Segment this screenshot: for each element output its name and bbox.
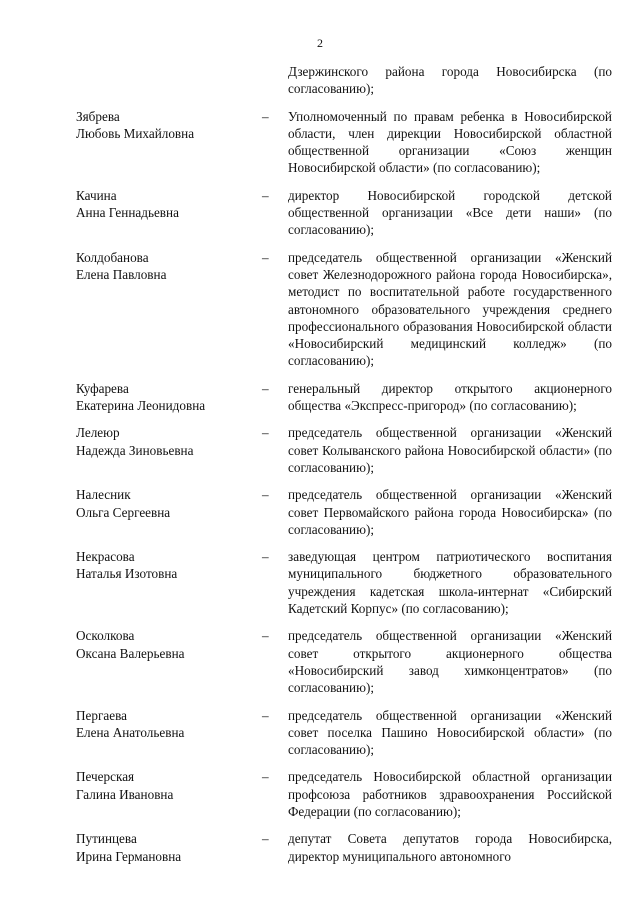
member-surname: Некрасова — [76, 549, 135, 565]
member-surname: Осколкова — [76, 628, 135, 644]
member-given-names: Оксана Валерьевна — [76, 645, 185, 661]
member-entry — [0, 548, 640, 617]
member-surname: Лелеюр — [76, 425, 120, 441]
member-position: директор Новосибирской городской детской общественной организации «Все дети наши» (по согласованию); — [288, 187, 612, 238]
page-number: 2 — [317, 36, 323, 50]
member-given-names: Анна Геннадьевна — [76, 205, 179, 221]
member-name — [76, 830, 256, 865]
separator-dash: – — [262, 187, 269, 203]
member-entry — [0, 108, 640, 177]
member-name — [76, 627, 256, 662]
member-given-names: Елена Павловна — [76, 266, 167, 282]
member-position: Дзержинского района города Новосибирска (по согласованию); — [288, 64, 612, 97]
member-surname: Куфарева — [76, 380, 129, 396]
member-entry — [0, 380, 640, 415]
member-position: председатель общественной организации «Женский совет Колыванского района Новосибирской области» (по согласованию); — [288, 425, 612, 475]
member-position: генеральный директор открытого акционерного общества «Экспресс-пригород» (по согласованию); — [288, 380, 612, 414]
member-position: председатель общественной организации «Женский совет Первомайского района города Новосибирска» (по согласованию); — [288, 487, 612, 537]
member-name — [76, 108, 256, 143]
member-entry — [0, 187, 640, 239]
member-list — [0, 63, 640, 865]
member-position: председатель общественной организации «Женский совет поселка Пашино Новосибирской области» (по согласованию); — [288, 707, 612, 758]
separator-dash: – — [262, 628, 269, 644]
member-given-names: Галина Ивановна — [76, 786, 174, 802]
separator-dash: – — [262, 380, 269, 396]
member-name — [76, 187, 256, 222]
member-entry — [0, 249, 640, 370]
member-name — [76, 548, 256, 583]
separator-dash: – — [262, 425, 269, 441]
member-surname: Налесник — [76, 487, 131, 503]
member-entry — [0, 830, 640, 865]
separator-dash: – — [262, 487, 269, 503]
member-position: заведующая центром патриотического воспитания муниципального бюджетного образовательного учреждения кадетская школа-интернат «Сибирский Кадетский Корпус» (по согласованию); — [288, 549, 612, 617]
member-position: председатель общественной организации «Женский совет открытого акционерного общества «Новосибирский завод химконцентратов» (по согласованию); — [288, 628, 612, 696]
member-given-names: Ольга Сергеевна — [76, 504, 171, 520]
separator-dash: – — [262, 707, 269, 723]
member-name — [76, 424, 256, 459]
separator-dash: – — [262, 769, 269, 785]
member-given-names: Ирина Германовна — [76, 848, 182, 864]
member-name — [76, 768, 256, 803]
separator-dash: – — [262, 831, 269, 847]
member-position: председатель общественной организации «Женский совет Железнодорожного района города Новосибирска», методист по воспитательной работе государственного автономного образовательного учреждения среднего профессионального образования Новосибирской области «Новосибирский медицинский колледж» (по согласованию); — [288, 249, 612, 369]
member-surname: Путинцева — [76, 831, 137, 847]
member-position: депутат Совета депутатов города Новосибирска, директор муниципального автономного — [288, 831, 612, 864]
member-name — [76, 486, 256, 521]
member-name — [76, 249, 256, 284]
member-entry — [0, 707, 640, 759]
member-surname: Печерская — [76, 769, 135, 785]
separator-dash: – — [262, 249, 269, 265]
member-given-names: Надежда Зиновьевна — [76, 442, 194, 458]
member-given-names: Екатерина Леонидовна — [76, 398, 206, 414]
member-entry — [0, 424, 640, 476]
member-name — [76, 707, 256, 742]
member-position: председатель Новосибирской областной организации профсоюза работников здравоохранения Российской Федерации (по согласованию); — [288, 769, 612, 819]
member-entry — [0, 768, 640, 820]
member-position: Уполномоченный по правам ребенка в Новосибирской области, член дирекции Новосибирской областной общественной организации «Союз женщин Новосибирской области» (по согласованию); — [288, 108, 612, 176]
member-surname: Пергаева — [76, 707, 127, 723]
member-given-names: Любовь Михайловна — [76, 125, 195, 141]
member-given-names: Елена Анатольевна — [76, 724, 185, 740]
member-given-names: Наталья Изотовна — [76, 566, 178, 582]
member-entry — [0, 627, 640, 696]
member-surname: Колдобанова — [76, 249, 149, 265]
member-entry — [0, 63, 640, 98]
member-name — [76, 380, 256, 415]
separator-dash: – — [262, 549, 269, 565]
member-surname: Зябрева — [76, 108, 120, 124]
separator-dash: – — [262, 108, 269, 124]
member-entry — [0, 486, 640, 538]
member-surname: Качина — [76, 187, 117, 203]
